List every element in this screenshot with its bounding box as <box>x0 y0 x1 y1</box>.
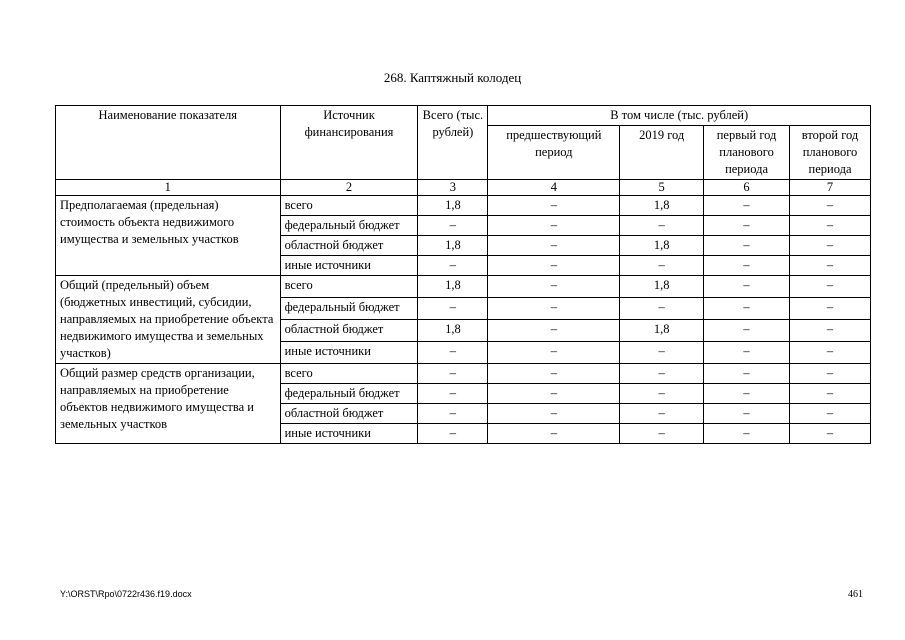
footer-page-number: 461 <box>848 589 863 600</box>
value-cell: – <box>620 216 704 236</box>
header-total: Всего (тыс. рублей) <box>418 106 488 180</box>
financing-source: федеральный бюджет <box>280 384 418 404</box>
value-cell: 1,8 <box>620 196 704 216</box>
column-number: 3 <box>418 180 488 196</box>
value-cell: – <box>488 404 620 424</box>
value-cell: – <box>704 342 790 364</box>
column-number: 6 <box>704 180 790 196</box>
financing-source: всего <box>280 196 418 216</box>
table-row <box>56 276 871 298</box>
column-number: 2 <box>280 180 418 196</box>
value-cell: – <box>790 298 871 320</box>
value-cell: – <box>418 404 488 424</box>
header-including: В том числе (тыс. рублей) <box>488 106 871 126</box>
value-cell: – <box>620 404 704 424</box>
value-cell: – <box>418 384 488 404</box>
value-cell: – <box>488 298 620 320</box>
financing-source: иные источники <box>280 424 418 444</box>
value-cell: – <box>790 342 871 364</box>
header-source: Источник финансирования <box>280 106 418 180</box>
value-cell: – <box>488 384 620 404</box>
value-cell: – <box>790 196 871 216</box>
header-indicator: Наименование показателя <box>56 106 281 180</box>
value-cell: – <box>488 276 620 298</box>
header-previous-period: предшествующий период <box>488 126 620 180</box>
value-cell: – <box>620 298 704 320</box>
financing-source: иные источники <box>280 256 418 276</box>
value-cell: – <box>418 216 488 236</box>
financing-source: федеральный бюджет <box>280 216 418 236</box>
value-cell: – <box>704 216 790 236</box>
value-cell: – <box>790 276 871 298</box>
value-cell: – <box>704 298 790 320</box>
value-cell: – <box>488 320 620 342</box>
value-cell: – <box>418 298 488 320</box>
value-cell: – <box>790 384 871 404</box>
column-number: 4 <box>488 180 620 196</box>
indicator-name: Общий размер средств организации, направляемых на приобретение объектов недвижимого имущества и земельных участков <box>56 364 281 444</box>
value-cell: – <box>488 424 620 444</box>
value-cell: 1,8 <box>418 196 488 216</box>
value-cell: – <box>418 256 488 276</box>
value-cell: – <box>790 404 871 424</box>
value-cell: – <box>620 342 704 364</box>
table-row <box>56 364 871 384</box>
column-number: 1 <box>56 180 281 196</box>
value-cell: – <box>704 236 790 256</box>
value-cell: – <box>704 424 790 444</box>
header-2019: 2019 год <box>620 126 704 180</box>
value-cell: – <box>790 424 871 444</box>
value-cell: – <box>704 256 790 276</box>
financing-source: всего <box>280 364 418 384</box>
value-cell: – <box>790 320 871 342</box>
value-cell: – <box>704 276 790 298</box>
column-number: 7 <box>790 180 871 196</box>
footer-file-path: Y:\ORST\Rpo\0722r436.f19.docx <box>60 589 192 599</box>
header-second-planned-year: второй год планового периода <box>790 126 871 180</box>
financing-source: областной бюджет <box>280 404 418 424</box>
value-cell: – <box>620 256 704 276</box>
value-cell: – <box>704 320 790 342</box>
value-cell: – <box>488 216 620 236</box>
value-cell: 1,8 <box>620 276 704 298</box>
value-cell: 1,8 <box>418 320 488 342</box>
value-cell: 1,8 <box>620 320 704 342</box>
value-cell: – <box>620 364 704 384</box>
value-cell: – <box>418 424 488 444</box>
value-cell: 1,8 <box>418 276 488 298</box>
financing-source: областной бюджет <box>280 320 418 342</box>
value-cell: – <box>704 364 790 384</box>
value-cell: 1,8 <box>418 236 488 256</box>
financing-source: иные источники <box>280 342 418 364</box>
value-cell: – <box>620 424 704 444</box>
column-numbers-row <box>56 180 871 196</box>
value-cell: – <box>620 384 704 404</box>
value-cell: – <box>488 256 620 276</box>
value-cell: – <box>488 236 620 256</box>
value-cell: – <box>704 404 790 424</box>
page-title: 268. Каптяжный колодец <box>383 70 522 85</box>
table-row <box>56 196 871 216</box>
value-cell: – <box>418 342 488 364</box>
value-cell: – <box>704 384 790 404</box>
financing-table <box>55 105 871 444</box>
value-cell: – <box>704 196 790 216</box>
value-cell: – <box>418 364 488 384</box>
financing-source: всего <box>280 276 418 298</box>
indicator-name: Общий (предельный) объем (бюджетных инвестиций, субсидии, направляемых на приобретение объекта недвижимого имущества и земельных участков) <box>56 276 281 364</box>
indicator-name: Предполагаемая (предельная) стоимость объекта недвижимого имущества и земельных участков <box>56 196 281 276</box>
financing-source: областной бюджет <box>280 236 418 256</box>
value-cell: – <box>488 342 620 364</box>
value-cell: – <box>790 236 871 256</box>
value-cell: – <box>488 196 620 216</box>
value-cell: – <box>790 216 871 236</box>
column-number: 5 <box>620 180 704 196</box>
financing-source: федеральный бюджет <box>280 298 418 320</box>
value-cell: – <box>790 364 871 384</box>
value-cell: 1,8 <box>620 236 704 256</box>
header-first-planned-year: первый год планового периода <box>704 126 790 180</box>
value-cell: – <box>790 256 871 276</box>
value-cell: – <box>488 364 620 384</box>
